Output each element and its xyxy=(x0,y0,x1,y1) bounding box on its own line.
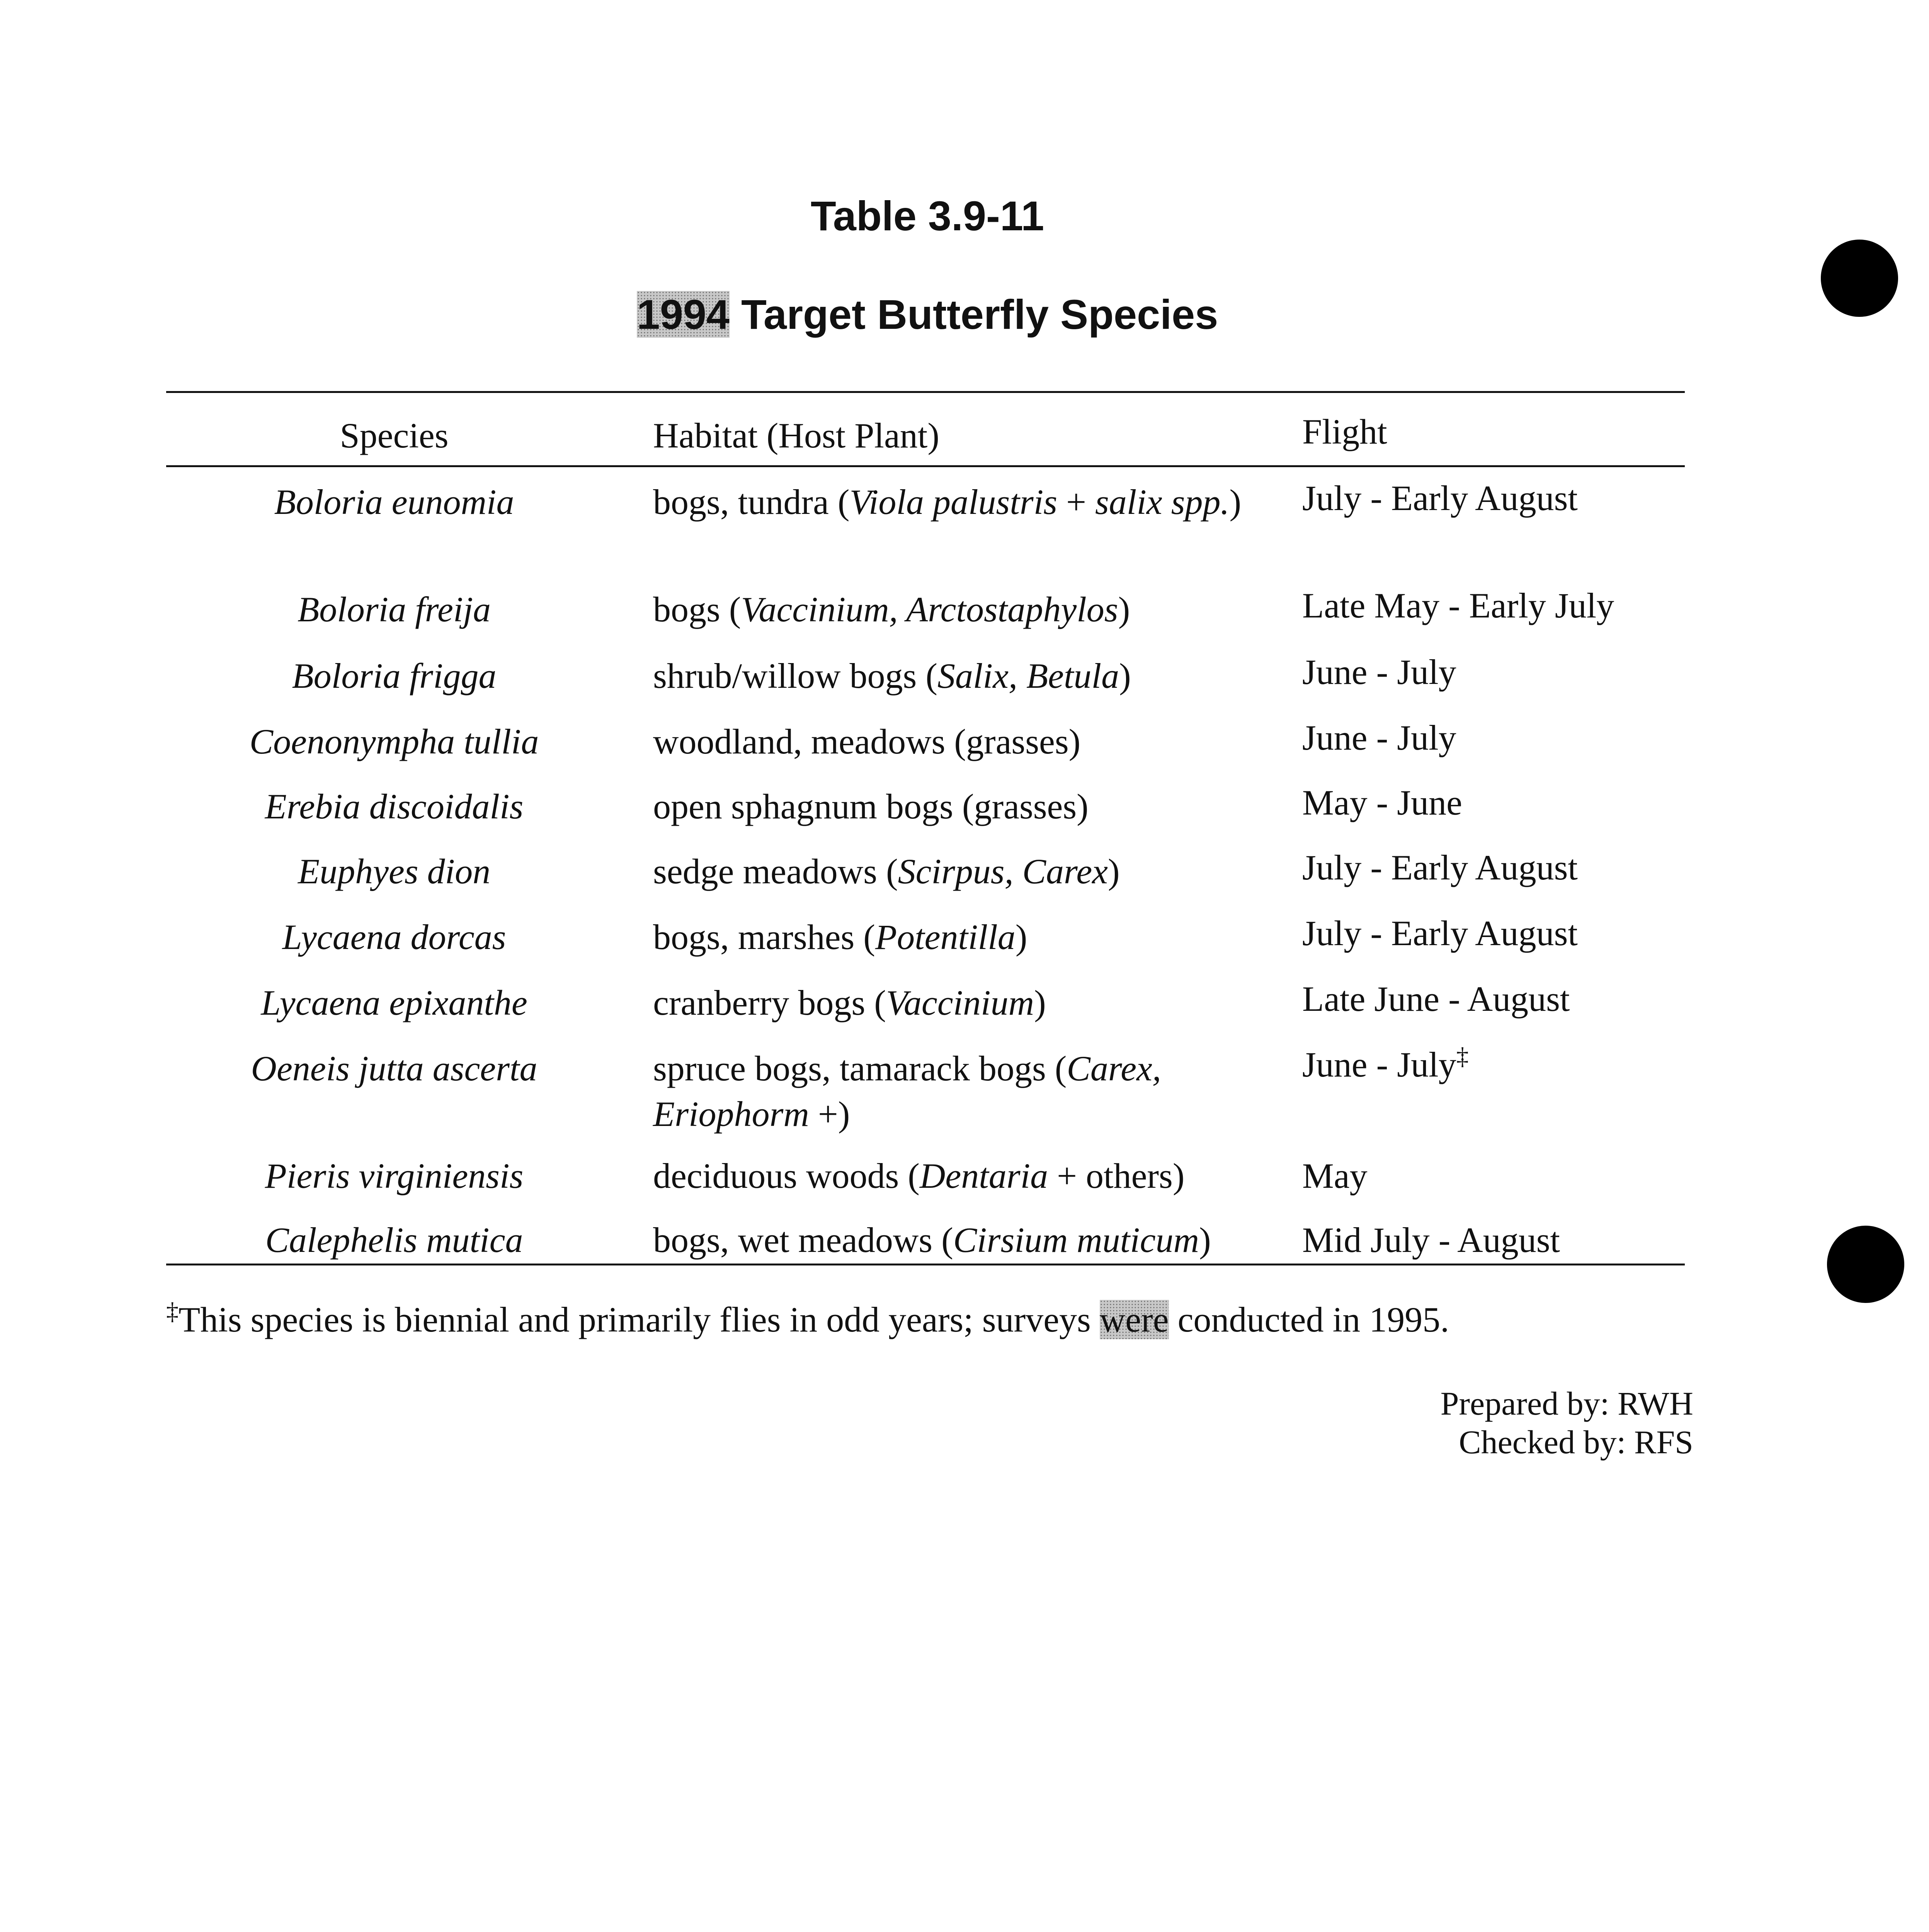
header-habitat: Habitat (Host Plant) xyxy=(653,416,939,455)
habitat-cell xyxy=(653,784,1279,829)
habitat-text: + others) xyxy=(1048,1156,1185,1196)
species-name: Lycaena dorcas xyxy=(282,917,506,957)
prepared-by: Prepared by: RWH xyxy=(1440,1385,1693,1422)
species-name: Erebia discoidalis xyxy=(265,787,524,826)
habitat-text: open sphagnum bogs (grasses) xyxy=(653,787,1089,826)
checked-by: Checked by: RFS xyxy=(1459,1423,1693,1461)
species-name: Oeneis jutta ascerta xyxy=(251,1049,538,1088)
habitat-cell xyxy=(653,849,1279,894)
flight-period xyxy=(1302,583,1689,628)
flight-period xyxy=(1302,845,1689,890)
flight-text: July - Early August xyxy=(1302,848,1578,887)
habitat-host-plant: Carex, Eriophorm xyxy=(653,1049,1161,1134)
flight-footnote-mark: ‡ xyxy=(1456,1042,1469,1070)
footnote-shaded-word: were xyxy=(1099,1300,1169,1339)
habitat-text: woodland, meadows (grasses) xyxy=(653,722,1081,761)
flight-text: June - July xyxy=(1302,718,1456,757)
species-name: Boloria frigga xyxy=(292,656,497,696)
species-name: Boloria eunomia xyxy=(274,482,514,522)
flight-text: Mid July - August xyxy=(1302,1220,1560,1260)
punch-hole-middle xyxy=(1827,1226,1904,1303)
species-name: Calephelis mutica xyxy=(265,1220,523,1260)
habitat-host-plant: salix spp. xyxy=(1095,482,1230,522)
footnote-text-after: conducted in 1995. xyxy=(1169,1300,1449,1339)
habitat-text: deciduous woods ( xyxy=(653,1156,920,1196)
habitat-host-plant: Vaccinium xyxy=(886,983,1034,1022)
habitat-host-plant: Scirpus, Carex xyxy=(898,852,1108,891)
table-title xyxy=(0,291,1855,338)
habitat-text: shrub/willow bogs ( xyxy=(653,656,937,696)
habitat-host-plant: Viola palustris xyxy=(849,482,1058,522)
habitat-text: ) xyxy=(1119,656,1131,696)
habitat-cell xyxy=(653,1217,1279,1263)
table-number: Table 3.9-11 xyxy=(810,192,1044,239)
header-species: Species xyxy=(340,416,449,455)
habitat-text: ) xyxy=(1199,1220,1211,1260)
flight-text: July - Early August xyxy=(1302,913,1578,953)
flight-period xyxy=(1302,780,1689,825)
flight-text: June - July xyxy=(1302,1045,1456,1084)
footnote-mark: ‡ xyxy=(166,1297,179,1325)
habitat-text: ) xyxy=(1229,482,1242,522)
habitat-text: ) xyxy=(1034,983,1046,1022)
habitat-text: bogs ( xyxy=(653,590,741,629)
habitat-text: bogs, wet meadows ( xyxy=(653,1220,953,1260)
footnote-text-before: This species is biennial and primarily flies in odd years; surveys xyxy=(179,1300,1100,1339)
habitat-text: bogs, marshes ( xyxy=(653,917,875,957)
habitat-text: ) xyxy=(1118,590,1130,629)
flight-text: Late June - August xyxy=(1302,979,1570,1019)
species-name: Coenonympha tullia xyxy=(249,722,539,761)
habitat-cell xyxy=(653,1153,1279,1199)
habitat-host-plant: Cirsium muticum xyxy=(953,1220,1199,1260)
table-title-text: Target Butterfly Species xyxy=(729,291,1218,338)
highlighted-year: 1994 xyxy=(636,291,730,338)
species-name: Euphyes dion xyxy=(298,852,491,891)
flight-period xyxy=(1302,976,1689,1022)
flight-period xyxy=(1302,1153,1689,1199)
header-flight: Flight xyxy=(1302,412,1387,451)
flight-period xyxy=(1302,910,1689,956)
habitat-text: ) xyxy=(1015,917,1027,957)
habitat-cell xyxy=(653,653,1279,699)
flight-text: Late May - Early July xyxy=(1302,586,1614,625)
header-rule xyxy=(166,465,1685,467)
habitat-cell xyxy=(653,719,1279,764)
flight-text: June - July xyxy=(1302,652,1456,692)
habitat-text: cranberry bogs ( xyxy=(653,983,886,1022)
flight-text: May - June xyxy=(1302,783,1462,822)
species-name: Lycaena epixanthe xyxy=(261,983,527,1022)
habitat-cell xyxy=(653,914,1279,960)
habitat-text: + xyxy=(1057,482,1095,522)
flight-period xyxy=(1302,649,1689,695)
footnote xyxy=(166,1297,1712,1342)
habitat-text: sedge meadows ( xyxy=(653,852,898,891)
flight-period xyxy=(1302,1042,1689,1087)
table-bottom-rule xyxy=(166,1264,1685,1265)
habitat-text: +) xyxy=(809,1094,850,1134)
flight-period xyxy=(1302,475,1689,521)
habitat-host-plant: Dentaria xyxy=(919,1156,1048,1196)
habitat-text: bogs, tundra ( xyxy=(653,482,850,522)
habitat-host-plant: Salix, Betula xyxy=(937,656,1119,696)
flight-text: May xyxy=(1302,1156,1368,1196)
flight-period xyxy=(1302,715,1689,760)
species-name: Boloria freija xyxy=(297,590,491,629)
habitat-host-plant: Vaccinium, Arctostaphylos xyxy=(741,590,1118,629)
habitat-text: ) xyxy=(1108,852,1120,891)
flight-text: July - Early August xyxy=(1302,478,1578,518)
habitat-text: spruce bogs, tamarack bogs ( xyxy=(653,1049,1067,1088)
flight-period xyxy=(1302,1217,1689,1263)
habitat-cell xyxy=(653,587,1279,632)
habitat-cell xyxy=(653,479,1279,525)
table-top-rule xyxy=(166,391,1685,393)
habitat-host-plant: Potentilla xyxy=(875,917,1016,957)
habitat-cell xyxy=(653,1046,1279,1137)
punch-hole-top xyxy=(1821,240,1898,317)
species-name: Pieris virginiensis xyxy=(265,1156,524,1196)
habitat-cell xyxy=(653,980,1279,1026)
